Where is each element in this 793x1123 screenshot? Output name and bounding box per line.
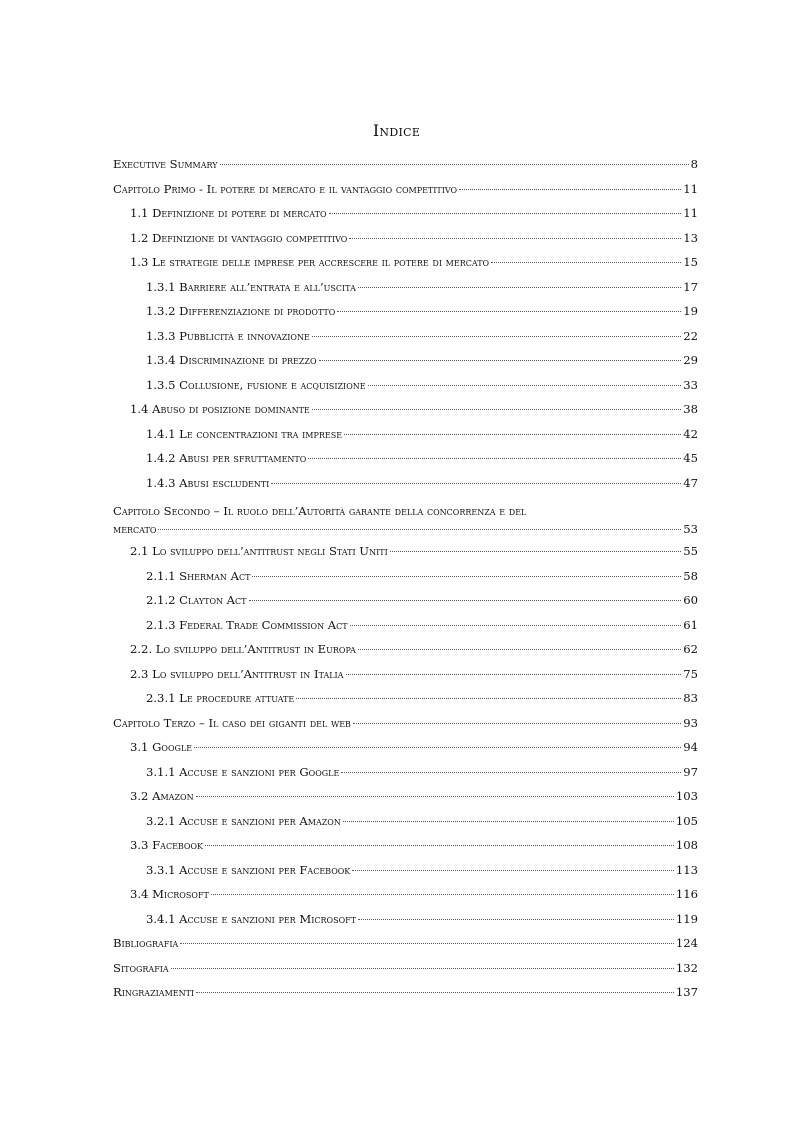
toc-page-number: 55 (683, 544, 698, 558)
toc-entry-1-4-2[interactable] (113, 451, 698, 476)
toc-entry-executive-summary[interactable] (113, 157, 698, 182)
toc-entry-title: 2.1.2 Clayton Act (146, 593, 247, 607)
toc-page-number: 22 (683, 328, 698, 343)
toc-page-number: 103 (675, 789, 698, 803)
toc-entry-title: Capitolo Terzo – Il caso dei giganti del web (113, 715, 351, 730)
toc-entry-capitolo-primo[interactable] (113, 182, 698, 207)
toc-entry-title: 2.1.3 Federal Trade Commission Act (146, 617, 348, 632)
toc-entry-title: 1.4.1 Le concentrazioni tra imprese (146, 426, 343, 441)
page-title: Indice (372, 121, 421, 140)
toc-page-number: 8 (690, 157, 698, 171)
toc-page-number: 42 (683, 426, 698, 441)
dot-leader (344, 434, 681, 435)
toc-entry-1-3-2[interactable] (113, 304, 698, 329)
toc-entry-title: 1.3.4 Discriminazione di prezzo (146, 353, 317, 367)
toc-page-number: 29 (683, 353, 698, 367)
toc-entry-title: Ringraziamenti (113, 985, 195, 999)
dot-leader (271, 483, 681, 484)
toc-page-number: 11 (683, 181, 698, 196)
toc-entry-title: 3.4 Microsoft (130, 887, 209, 901)
toc-page-number: 38 (683, 402, 698, 416)
toc-entry-2-3-1[interactable] (113, 691, 698, 716)
dot-leader (390, 551, 682, 552)
toc-entry-title: 3.2 Amazon (130, 789, 194, 803)
toc-entry-title: 2.3.1 Le procedure attuate (146, 691, 295, 705)
toc-page-number: 94 (683, 740, 698, 754)
table-of-contents (113, 157, 698, 1010)
toc-page-number: 53 (683, 522, 698, 536)
toc-entry-1-3[interactable] (113, 255, 698, 280)
toc-entry-2-1-3[interactable] (113, 618, 698, 643)
toc-page-number: 124 (675, 936, 698, 950)
toc-entry-2-1[interactable] (113, 544, 698, 569)
toc-entry-title: 1.4.2 Abusi per sfruttamento (146, 451, 307, 465)
dot-leader (296, 698, 681, 699)
toc-entry-2-1-1[interactable] (113, 569, 698, 594)
dot-leader (211, 894, 674, 895)
dot-leader (312, 409, 681, 410)
toc-entry-title: 2.2. Lo sviluppo dell’Antitrust in Europa (130, 642, 356, 656)
toc-entry-title: 2.1.1 Sherman Act (146, 568, 251, 583)
toc-entry-title-line2: mercato (113, 522, 157, 536)
toc-page-number: 60 (683, 593, 698, 607)
dot-leader (346, 674, 682, 675)
dot-leader (353, 723, 681, 724)
dot-leader (341, 772, 681, 773)
toc-page-number: 119 (675, 911, 698, 926)
toc-entry-title: 3.1 Google (130, 740, 193, 754)
toc-entry-3-1[interactable] (113, 740, 698, 765)
toc-entry-1-4[interactable] (113, 402, 698, 427)
toc-page-number: 61 (683, 617, 698, 632)
toc-entry-2-3[interactable] (113, 667, 698, 692)
toc-entry-title: 1.4 Abuso di posizione dominante (130, 402, 310, 416)
toc-entry-2-1-2[interactable] (113, 593, 698, 618)
dot-leader (308, 458, 681, 459)
toc-page-number: 45 (683, 451, 698, 465)
toc-entry-3-2[interactable] (113, 789, 698, 814)
toc-entry-1-2[interactable] (113, 231, 698, 256)
dot-leader (171, 968, 674, 969)
toc-page-number: 83 (683, 691, 698, 705)
toc-entry-1-1[interactable] (113, 206, 698, 231)
toc-entry-title: 1.3.2 Differenziazione di prodotto (146, 304, 336, 318)
toc-page-number: 97 (683, 764, 698, 779)
toc-entry-sitografia[interactable] (113, 961, 698, 986)
toc-page-number: 19 (683, 304, 698, 318)
toc-entry-title: Sitografia (113, 960, 169, 975)
dot-leader (158, 529, 681, 530)
toc-entry-3-1-1[interactable] (113, 765, 698, 790)
toc-entry-title: Executive Summary (113, 157, 218, 171)
dot-leader (343, 821, 674, 822)
toc-entry-title: Bibliografia (113, 936, 179, 950)
toc-entry-title: 2.3 Lo sviluppo dell’Antitrust in Italia (130, 666, 344, 681)
dot-leader (220, 164, 689, 165)
dot-leader (252, 576, 681, 577)
toc-entry-1-3-3[interactable] (113, 329, 698, 354)
dot-leader (196, 992, 674, 993)
toc-page-number: 17 (683, 279, 698, 294)
dot-leader (358, 919, 674, 920)
dot-leader (205, 845, 674, 846)
toc-entry-capitolo-terzo[interactable] (113, 716, 698, 741)
dot-leader (319, 360, 682, 361)
toc-page-number: 132 (675, 960, 698, 975)
toc-entry-title-line1: Capitolo Secondo – Il ruolo dell’Autorità garante della concorrenza e del (113, 504, 527, 518)
toc-page-number: 137 (675, 985, 698, 999)
toc-entry-title: 1.3 Le strategie delle imprese per accrescere il potere di mercato (130, 255, 490, 269)
dot-leader (180, 943, 674, 944)
toc-entry-title: 1.4.3 Abusi escludenti (146, 475, 270, 490)
toc-page-number: 11 (683, 206, 698, 220)
dot-leader (249, 600, 682, 601)
toc-entry-title: 3.3 Facebook (130, 838, 204, 852)
dot-leader (368, 385, 682, 386)
dot-leader (329, 213, 682, 214)
toc-entry-3-4[interactable] (113, 887, 698, 912)
dot-leader (350, 625, 682, 626)
toc-page-number: 113 (675, 862, 698, 877)
toc-page-number: 116 (675, 887, 698, 901)
toc-entry-title: 1.2 Definizione di vantaggio competitivo (130, 230, 348, 245)
toc-entry-2-2[interactable] (113, 642, 698, 667)
toc-entry-title: 2.1 Lo sviluppo dell’antitrust negli Stati Uniti (130, 544, 388, 558)
toc-entry-1-4-1[interactable] (113, 427, 698, 452)
dot-leader (459, 189, 681, 190)
toc-entry-1-3-1[interactable] (113, 280, 698, 305)
toc-entry-3-2-1[interactable] (113, 814, 698, 839)
toc-page-number: 58 (683, 568, 698, 583)
dot-leader (349, 238, 681, 239)
toc-entry-3-4-1[interactable] (113, 912, 698, 937)
dot-leader (312, 336, 681, 337)
toc-entry-title: 3.3.1 Accuse e sanzioni per Facebook (146, 862, 351, 877)
toc-entry-title: 1.3.1 Barriere all’entrata e all’uscita (146, 279, 356, 294)
toc-entry-title: 1.3.5 Collusione, fusione e acquisizione (146, 377, 366, 392)
toc-page-number: 15 (683, 255, 698, 269)
toc-page-number: 33 (683, 377, 698, 392)
toc-entry-ringraziamenti[interactable] (113, 985, 698, 1010)
toc-entry-1-4-3[interactable] (113, 476, 698, 501)
toc-page-number: 105 (675, 813, 698, 828)
dot-leader (358, 287, 681, 288)
toc-page-number: 47 (683, 475, 698, 490)
dot-leader (352, 870, 674, 871)
toc-entry-3-3[interactable] (113, 838, 698, 863)
dot-leader (491, 262, 681, 263)
toc-page-number: 93 (683, 715, 698, 730)
toc-entry-1-3-4[interactable] (113, 353, 698, 378)
toc-entry-bibliografia[interactable] (113, 936, 698, 961)
dot-leader (194, 747, 681, 748)
toc-entry-3-3-1[interactable] (113, 863, 698, 888)
toc-entry-capitolo-secondo[interactable] (113, 500, 698, 544)
toc-entry-title: 1.1 Definizione di potere di mercato (130, 206, 327, 220)
toc-entry-title: 3.1.1 Accuse e sanzioni per Google (146, 764, 340, 779)
toc-entry-title: 3.4.1 Accuse e sanzioni per Microsoft (146, 911, 357, 926)
toc-page-number: 75 (683, 666, 698, 681)
toc-entry-title: 1.3.3 Pubblicità e innovazione (146, 328, 310, 343)
toc-page-number: 13 (683, 230, 698, 245)
toc-page-number: 62 (683, 642, 698, 656)
toc-entry-title: Capitolo Primo - Il potere di mercato e il vantaggio competitivo (113, 181, 458, 196)
toc-entry-1-3-5[interactable] (113, 378, 698, 403)
toc-entry-title: 3.2.1 Accuse e sanzioni per Amazon (146, 813, 341, 828)
toc-page-number: 108 (675, 838, 698, 852)
dot-leader (337, 311, 681, 312)
dot-leader (358, 649, 681, 650)
dot-leader (196, 796, 674, 797)
